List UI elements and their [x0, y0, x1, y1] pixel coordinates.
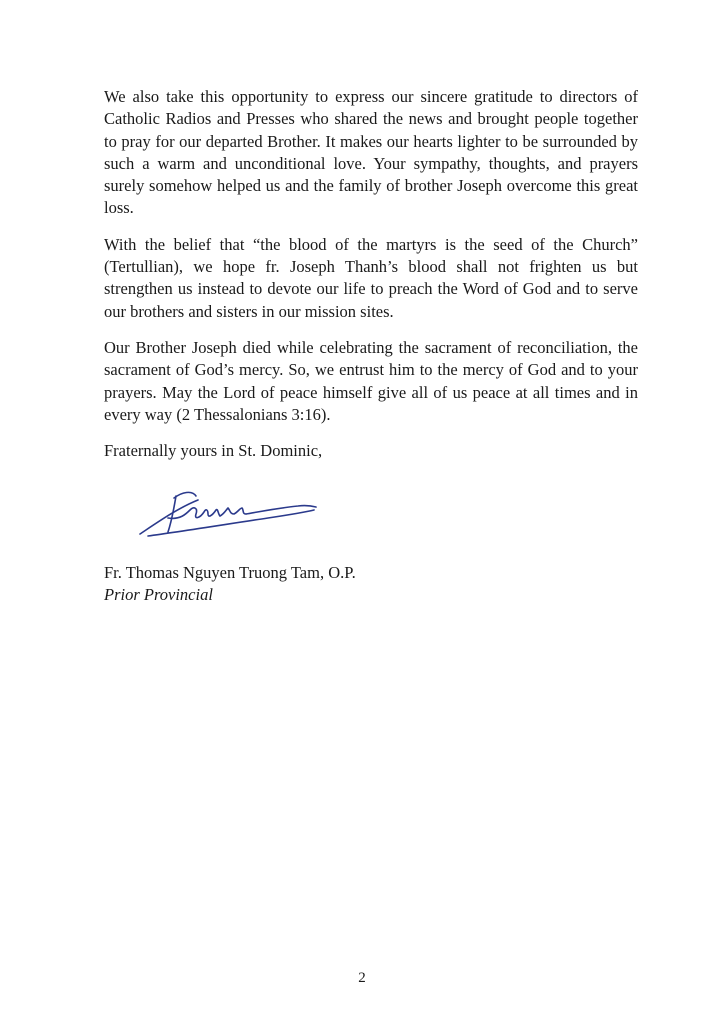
letter-body — [104, 86, 638, 462]
handwritten-signature — [138, 474, 320, 538]
closing-line: Fraternally yours in St. Dominic, — [104, 441, 323, 461]
signer-block — [104, 562, 356, 607]
signer-name: Fr. Thomas Nguyen Truong Tam, O.P. — [104, 563, 356, 582]
paragraph-prayers: Our Brother Joseph died while celebrating the sacrament of reconciliation, the sacrament of God’s mercy. So, we entrust him to the mercy of God and to your prayers. May the Lord of peace himself give all of us peace at all times and in every way (2 Thessalonians 3:16). — [104, 337, 638, 424]
paragraph-gratitude: We also take this opportunity to express our sincere gratitude to directors of Catholic Radios and Presses who shared the news and brought people together to pray for our departed Brother. It makes our hearts lighter to be surrounded by such a warm and unconditional love. Your sympathy, thoughts, and prayers surely somehow helped us and the family of brother Joseph overcome this great loss. — [104, 87, 638, 218]
paragraph-martyrs: With the belief that “the blood of the martyrs is the seed of the Church” (Tertullian), we hope fr. Joseph Thanh’s blood shall not frighten us but strengthen us instead to devote our life to preach the Word of God and to serve our brothers and sisters in our mission sites. — [104, 234, 638, 321]
page-number: 2 — [358, 970, 366, 986]
signer-title: Prior Provincial — [104, 585, 213, 605]
